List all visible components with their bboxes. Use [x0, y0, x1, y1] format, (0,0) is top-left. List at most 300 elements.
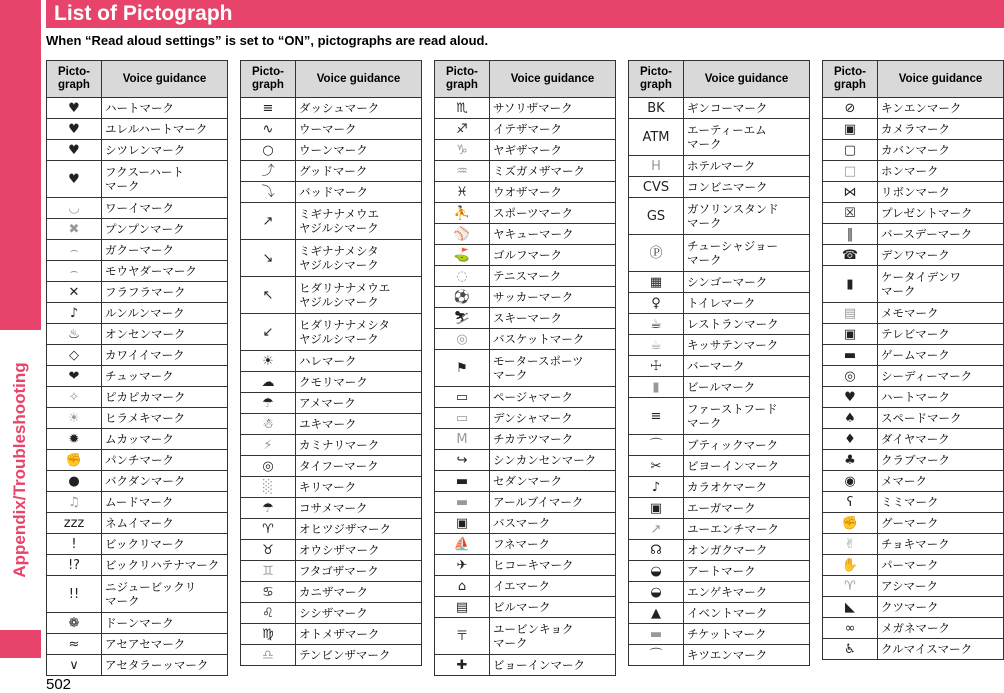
- pictograph-cell: [629, 377, 684, 398]
- table-row: [435, 266, 616, 287]
- pictograph-icon: ♫: [68, 494, 80, 510]
- table-row: [241, 372, 422, 393]
- table-row: [47, 655, 228, 676]
- pictograph-icon: ☕: [650, 316, 662, 332]
- table-row: [629, 293, 810, 314]
- pictograph-cell: [823, 555, 878, 576]
- pictograph-cell: [435, 618, 490, 655]
- pictograph-icon: ●: [68, 473, 80, 489]
- pictograph-icon: ‖: [846, 226, 854, 242]
- pictograph-icon: ∿: [262, 121, 274, 137]
- voice-guidance-text: ピカピカマーク: [102, 387, 228, 408]
- table-row: [241, 456, 422, 477]
- pictograph-cell: [47, 634, 102, 655]
- voice-guidance-text: ギンコーマーク: [684, 98, 810, 119]
- pictograph-cell: [241, 98, 296, 119]
- table-row: [47, 240, 228, 261]
- voice-guidance-text: フクスーハート マーク: [102, 161, 228, 198]
- pictograph-icon: ☀: [262, 353, 274, 369]
- pictograph-icon: ✚: [456, 657, 468, 673]
- pictograph-icon: ↖: [262, 287, 274, 303]
- voice-guidance-text: チカテツマーク: [490, 429, 616, 450]
- pictograph-icon: ❁: [68, 615, 80, 631]
- voice-guidance-text: チョキマーク: [878, 534, 1004, 555]
- pictograph-cell: [47, 471, 102, 492]
- pictograph-icon: ♈: [262, 521, 274, 537]
- pictograph-icon: ❤: [68, 368, 80, 384]
- pictograph-icon: ✊: [841, 515, 859, 531]
- pictograph-icon: ♨: [68, 326, 80, 342]
- voice-guidance-text: ミズガメザマーク: [490, 161, 616, 182]
- pictograph-icon: ▣: [843, 326, 857, 342]
- table-row: [241, 203, 422, 240]
- pictograph-cell: [823, 119, 878, 140]
- voice-guidance-text: メガネマーク: [878, 618, 1004, 639]
- pictograph-cell: [47, 282, 102, 303]
- voice-guidance-text: ページャマーク: [490, 387, 616, 408]
- side-tab-label: Appendix/Troubleshooting: [10, 362, 29, 578]
- pictograph-cell: [823, 366, 878, 387]
- table-row: [629, 540, 810, 561]
- pictograph-cell: [823, 408, 878, 429]
- voice-guidance-text: ケータイデンワ マーク: [878, 266, 1004, 303]
- pictograph-icon: ▦: [649, 274, 663, 290]
- page-title: List of Pictograph: [54, 2, 233, 25]
- pictograph-icon: ☕: [650, 337, 662, 353]
- pictograph-cell: [47, 513, 102, 534]
- table-row: [823, 597, 1004, 618]
- voice-guidance-text: クモリマーク: [296, 372, 422, 393]
- pictograph-icon: ◎: [456, 331, 468, 347]
- voice-guidance-text: クラブマーク: [878, 450, 1004, 471]
- pictograph-icon: ♊: [262, 563, 274, 579]
- voice-guidance-text: プンプンマーク: [102, 219, 228, 240]
- pictograph-icon: ✕: [68, 284, 80, 300]
- table-row: [823, 555, 1004, 576]
- pictograph-icon: ▮: [846, 276, 854, 292]
- table-row: [629, 335, 810, 356]
- table-row: [241, 393, 422, 414]
- table-row: [47, 576, 228, 613]
- voice-guidance-text: ネムイマーク: [102, 513, 228, 534]
- table-row: [823, 513, 1004, 534]
- pictograph-icon: ▤: [843, 305, 857, 321]
- table-row: [241, 161, 422, 182]
- pictograph-icon: ☃: [262, 416, 274, 432]
- voice-guidance-text: バスマーク: [490, 513, 616, 534]
- pictograph-cell: [435, 513, 490, 534]
- pictograph-icon: ♐: [456, 121, 468, 137]
- pictograph-icon: ATM: [642, 129, 670, 145]
- pictograph-icon: CVS: [642, 179, 670, 195]
- voice-guidance-text: アールブイマーク: [490, 492, 616, 513]
- pictograph-icon: ▤: [455, 599, 469, 615]
- voice-guidance-text: オンセンマーク: [102, 324, 228, 345]
- pictograph-cell: [435, 350, 490, 387]
- pictograph-cell: [47, 240, 102, 261]
- pictograph-icon: ♣: [844, 452, 856, 468]
- voice-guidance-text: リボンマーク: [878, 182, 1004, 203]
- pictograph-cell: [629, 435, 684, 456]
- pictograph-icon: ✊: [65, 452, 83, 468]
- voice-guidance-text: ビックリハテナマーク: [102, 555, 228, 576]
- pictograph-cell: [241, 603, 296, 624]
- table-row: [435, 350, 616, 387]
- voice-guidance-text: ヤギザマーク: [490, 140, 616, 161]
- table-header-row: [241, 61, 422, 98]
- table-row: [629, 272, 810, 293]
- voice-guidance-text: テンビンザマーク: [296, 645, 422, 666]
- pictograph-icon: ≈: [68, 636, 80, 652]
- pictograph-cell: [241, 498, 296, 519]
- voice-guidance-text: ルンルンマーク: [102, 303, 228, 324]
- voice-guidance-text: ビヨーインマーク: [684, 456, 810, 477]
- pictograph-cell: [823, 182, 878, 203]
- voice-guidance-text: メモマーク: [878, 303, 1004, 324]
- table-row: [823, 119, 1004, 140]
- table-row: [47, 634, 228, 655]
- voice-guidance-text: ガソリンスタンド マーク: [684, 198, 810, 235]
- table-row: [823, 182, 1004, 203]
- pictograph-cell: [47, 492, 102, 513]
- table-row: [629, 119, 810, 156]
- table-row: [629, 314, 810, 335]
- pictograph-icon: ◒: [650, 563, 662, 579]
- voice-guidance-text: アートマーク: [684, 561, 810, 582]
- pictograph-cell: [241, 240, 296, 277]
- header-pictograph: Picto- graph: [629, 61, 684, 98]
- pictograph-cell: [629, 314, 684, 335]
- voice-guidance-text: ゴルフマーク: [490, 245, 616, 266]
- header-pictograph: Picto- graph: [823, 61, 878, 98]
- pictograph-icon: ▣: [649, 500, 663, 516]
- voice-guidance-text: コンビニマーク: [684, 177, 810, 198]
- pictograph-cell: [241, 119, 296, 140]
- voice-guidance-text: ヤキューマーク: [490, 224, 616, 245]
- voice-guidance-text: アシマーク: [878, 576, 1004, 597]
- pictograph-cell: [435, 387, 490, 408]
- pictograph-cell: [629, 624, 684, 645]
- pictograph-cell: [823, 576, 878, 597]
- pictograph-cell: [435, 429, 490, 450]
- pictograph-cell: [823, 303, 878, 324]
- pictograph-cell: [823, 387, 878, 408]
- pictograph-cell: [629, 235, 684, 272]
- pictograph-icon: ☩: [650, 358, 662, 374]
- header-voice-guidance: Voice guidance: [684, 61, 810, 98]
- table-row: [47, 429, 228, 450]
- pictograph-cell: [241, 435, 296, 456]
- voice-guidance-text: ビルマーク: [490, 597, 616, 618]
- pictograph-icon: ◎: [844, 368, 856, 384]
- voice-guidance-text: キリマーク: [296, 477, 422, 498]
- table-row: [629, 624, 810, 645]
- voice-guidance-text: ビックリマーク: [102, 534, 228, 555]
- pictograph-cell: [823, 534, 878, 555]
- pictograph-icon: ○: [262, 142, 274, 158]
- pictograph-cell: [629, 477, 684, 498]
- table-row: [241, 477, 422, 498]
- voice-guidance-text: パーマーク: [878, 555, 1004, 576]
- voice-guidance-text: タイフーマーク: [296, 456, 422, 477]
- table-row: [629, 561, 810, 582]
- voice-guidance-text: エーガマーク: [684, 498, 810, 519]
- voice-guidance-text: ファーストフード マーク: [684, 398, 810, 435]
- pictograph-cell: [241, 582, 296, 603]
- table-row: [241, 98, 422, 119]
- table-row: [435, 618, 616, 655]
- table-row: [47, 555, 228, 576]
- pictograph-cell: [47, 98, 102, 119]
- pictograph-icon: ✈: [456, 557, 468, 573]
- pictograph-cell: [241, 182, 296, 203]
- pictograph-table-3: [434, 60, 616, 676]
- voice-guidance-text: ウーンマーク: [296, 140, 422, 161]
- pictograph-cell: [241, 351, 296, 372]
- pictograph-icon: ⌂: [457, 578, 467, 594]
- pictograph-icon: ∨: [69, 657, 79, 673]
- pictograph-icon: ▲: [651, 605, 661, 621]
- table-row: [629, 356, 810, 377]
- pictograph-cell: [629, 177, 684, 198]
- table-row: [435, 513, 616, 534]
- table-row: [435, 329, 616, 350]
- header-pictograph: Picto- graph: [435, 61, 490, 98]
- table-row: [629, 177, 810, 198]
- pictograph-icon: ☀: [68, 410, 80, 426]
- voice-guidance-text: チュッマーク: [102, 366, 228, 387]
- pictograph-cell: [47, 534, 102, 555]
- pictograph-icon: 〒: [455, 628, 469, 644]
- pictograph-cell: [47, 429, 102, 450]
- table-row: [241, 351, 422, 372]
- voice-guidance-text: エンゲキマーク: [684, 582, 810, 603]
- pictograph-icon: ♥: [68, 100, 80, 116]
- voice-guidance-text: ハートマーク: [878, 387, 1004, 408]
- pictograph-icon: ↙: [262, 324, 274, 340]
- pictograph-icon: ♪: [651, 479, 661, 495]
- pictograph-cell: [47, 576, 102, 613]
- pictograph-cell: [47, 387, 102, 408]
- pictograph-cell: [47, 408, 102, 429]
- pictograph-cell: [435, 308, 490, 329]
- table-row: [823, 324, 1004, 345]
- voice-guidance-text: シツレンマーク: [102, 140, 228, 161]
- pictograph-cell: [435, 329, 490, 350]
- voice-guidance-text: クルマイスマーク: [878, 639, 1004, 660]
- table-row: [241, 414, 422, 435]
- header-voice-guidance: Voice guidance: [102, 61, 228, 98]
- pictograph-cell: [241, 561, 296, 582]
- pictograph-cell: [823, 140, 878, 161]
- table-row: [47, 119, 228, 140]
- pictograph-cell: [47, 655, 102, 676]
- table-row: [435, 597, 616, 618]
- voice-guidance-text: カミナリマーク: [296, 435, 422, 456]
- voice-guidance-text: ヒダリナナメウエ ヤジルシマーク: [296, 277, 422, 314]
- pictograph-icon: BK: [647, 100, 665, 116]
- pictograph-icon: ♥: [68, 121, 80, 137]
- voice-guidance-text: キツエンマーク: [684, 645, 810, 666]
- table-row: [241, 603, 422, 624]
- voice-guidance-text: バースデーマーク: [878, 224, 1004, 245]
- pictograph-cell: [823, 450, 878, 471]
- table-row: [435, 245, 616, 266]
- table-row: [435, 429, 616, 450]
- table-row: [823, 471, 1004, 492]
- voice-guidance-text: バスケットマーク: [490, 329, 616, 350]
- pictograph-cell: [435, 597, 490, 618]
- pictograph-cell: [47, 303, 102, 324]
- pictograph-cell: [629, 156, 684, 177]
- pictograph-icon: !: [71, 536, 77, 552]
- voice-guidance-text: コサメマーク: [296, 498, 422, 519]
- table-row: [47, 261, 228, 282]
- header-pictograph: Picto- graph: [47, 61, 102, 98]
- pictograph-cell: [435, 182, 490, 203]
- header-pictograph: Picto- graph: [241, 61, 296, 98]
- pictograph-icon: ☊: [650, 542, 662, 558]
- header-voice-guidance: Voice guidance: [878, 61, 1004, 98]
- pictograph-icon: ♎: [262, 647, 274, 663]
- voice-guidance-text: グッドマーク: [296, 161, 422, 182]
- voice-guidance-text: カバンマーク: [878, 140, 1004, 161]
- pictograph-cell: [629, 645, 684, 666]
- voice-guidance-text: セダンマーク: [490, 471, 616, 492]
- table-row: [47, 492, 228, 513]
- pictograph-icon: ♍: [262, 626, 274, 642]
- voice-guidance-text: テニスマーク: [490, 266, 616, 287]
- pictograph-icon: ✹: [68, 431, 80, 447]
- voice-guidance-text: ニジュービックリ マーク: [102, 576, 228, 613]
- table-row: [241, 519, 422, 540]
- pictograph-cell: [241, 519, 296, 540]
- voice-guidance-text: ダイヤマーク: [878, 429, 1004, 450]
- pictograph-icon: ⋈: [843, 184, 857, 200]
- pictograph-table-4: [628, 60, 810, 666]
- table-row: [823, 140, 1004, 161]
- voice-guidance-text: モータースポーツ マーク: [490, 350, 616, 387]
- pictograph-table-5: [822, 60, 1004, 660]
- voice-guidance-text: ドーンマーク: [102, 613, 228, 634]
- pictograph-icon: ♑: [456, 142, 468, 158]
- voice-guidance-text: シーディーマーク: [878, 366, 1004, 387]
- pictograph-table-2: [240, 60, 422, 666]
- header-voice-guidance: Voice guidance: [490, 61, 616, 98]
- pictograph-icon: ∞: [844, 620, 856, 636]
- table-row: [47, 345, 228, 366]
- pictograph-cell: [823, 597, 878, 618]
- voice-guidance-text: オンガクマーク: [684, 540, 810, 561]
- table-row: [629, 645, 810, 666]
- voice-guidance-text: デンシャマーク: [490, 408, 616, 429]
- pictograph-cell: [435, 555, 490, 576]
- pictograph-icon: ◒: [650, 584, 662, 600]
- pictograph-icon: ◣: [845, 599, 855, 615]
- table-row: [435, 450, 616, 471]
- pictograph-icon: ☁: [261, 374, 275, 390]
- pictograph-cell: [241, 477, 296, 498]
- pictograph-cell: [435, 98, 490, 119]
- pictograph-icon: ⛵: [453, 536, 471, 552]
- pictograph-cell: [241, 624, 296, 645]
- pictograph-cell: [47, 324, 102, 345]
- voice-guidance-text: プレゼントマーク: [878, 203, 1004, 224]
- page-number: 502: [46, 676, 72, 693]
- pictograph-cell: [241, 645, 296, 666]
- pictograph-icon: ⚑: [456, 360, 468, 376]
- table-row: [435, 408, 616, 429]
- pictograph-cell: [241, 161, 296, 182]
- table-row: [435, 287, 616, 308]
- pictograph-icon: ☎: [841, 247, 859, 263]
- voice-guidance-text: ダッシュマーク: [296, 98, 422, 119]
- table-row: [823, 303, 1004, 324]
- pictograph-icon: ▬: [455, 494, 469, 510]
- pictograph-icon: ≡: [262, 100, 274, 116]
- pictograph-cell: [47, 261, 102, 282]
- voice-guidance-text: パンチマーク: [102, 450, 228, 471]
- pictograph-cell: [241, 393, 296, 414]
- pictograph-icon: GS: [646, 208, 666, 224]
- pictograph-icon: ♪: [69, 305, 79, 321]
- pictograph-cell: [823, 471, 878, 492]
- pictograph-cell: [823, 639, 878, 660]
- table-row: [435, 555, 616, 576]
- pictograph-icon: M: [456, 431, 468, 447]
- pictograph-icon: ⌢: [69, 263, 79, 279]
- table-header-row: [435, 61, 616, 98]
- pictograph-cell: [47, 366, 102, 387]
- voice-guidance-text: アメマーク: [296, 393, 422, 414]
- pictograph-cell: [823, 266, 878, 303]
- pictograph-cell: [629, 519, 684, 540]
- pictograph-icon: ♉: [262, 542, 274, 558]
- table-row: [47, 282, 228, 303]
- pictograph-icon: ♠: [844, 410, 856, 426]
- pictograph-cell: [435, 119, 490, 140]
- pictograph-icon: !!: [68, 586, 80, 602]
- table-row: [823, 429, 1004, 450]
- pictograph-icon: ↘: [262, 250, 274, 266]
- table-row: [47, 98, 228, 119]
- voice-guidance-text: シシザマーク: [296, 603, 422, 624]
- voice-guidance-text: クツマーク: [878, 597, 1004, 618]
- pictograph-cell: [629, 119, 684, 156]
- voice-guidance-text: ウーマーク: [296, 119, 422, 140]
- table-row: [241, 498, 422, 519]
- voice-guidance-text: メマーク: [878, 471, 1004, 492]
- pictograph-icon: ⛹: [453, 205, 471, 221]
- pictograph-cell: [47, 119, 102, 140]
- voice-guidance-text: ムードマーク: [102, 492, 228, 513]
- pictograph-cell: [47, 450, 102, 471]
- pictograph-cell: [823, 245, 878, 266]
- table-row: [241, 435, 422, 456]
- pictograph-cell: [823, 203, 878, 224]
- table-row: [435, 576, 616, 597]
- table-row: [823, 387, 1004, 408]
- pictograph-icon: ≡: [650, 408, 662, 424]
- pictograph-cell: [241, 456, 296, 477]
- pictograph-icon: ʕ: [846, 494, 854, 510]
- pictograph-icon: ◎: [262, 458, 274, 474]
- pictograph-icon: ♋: [262, 584, 274, 600]
- voice-guidance-text: ユービンキョク マーク: [490, 618, 616, 655]
- voice-guidance-text: スポーツマーク: [490, 203, 616, 224]
- table-row: [435, 119, 616, 140]
- voice-guidance-text: バッドマーク: [296, 182, 422, 203]
